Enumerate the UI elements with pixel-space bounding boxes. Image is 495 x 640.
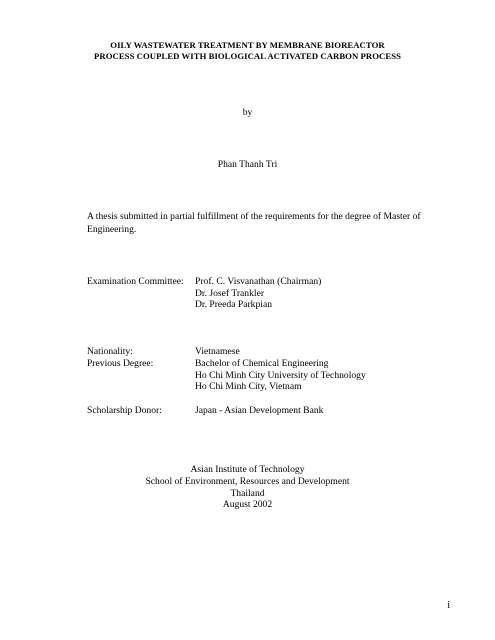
thesis-title-line-1: OILY WASTEWATER TREATMENT BY MEMBRANE BIOREACTOR [110, 40, 385, 50]
thesis-title [40, 40, 455, 62]
committee-member: Dr. Josef Trankler [195, 287, 265, 299]
previous-degree-label: Previous Degree: [87, 358, 154, 369]
school-name: School of Environment, Resources and Development [145, 475, 350, 487]
nationality-text: Vietnamese [195, 346, 240, 357]
thesis-title-line-2: PROCESS COUPLED WITH BIOLOGICAL ACTIVATED CARBON PROCESS [94, 51, 401, 62]
institution-name: Asian Institute of Technology [190, 464, 305, 475]
committee-member: Dr. Preeda Parkpian [195, 299, 272, 311]
submission-date: August 2002 [222, 499, 273, 511]
page-number: i [447, 600, 450, 611]
nationality-label: Nationality: [87, 346, 133, 357]
by-label: by [242, 107, 253, 118]
previous-degree-line: Ho Chi Minh City University of Technology [195, 369, 366, 381]
previous-degree-value [195, 358, 366, 393]
author-name: Phan Thanh Tri [217, 159, 278, 170]
committee-members [195, 276, 321, 311]
degree-statement: A thesis submitted in partial fulfillment of the requirements for the degree of Master of Engineering. [87, 211, 421, 235]
country: Thailand [230, 487, 265, 499]
scholarship-value [195, 405, 323, 417]
scholarship-label: Scholarship Donor: [87, 405, 162, 416]
nationality-value [195, 346, 240, 358]
committee-member: Prof. C. Visvanathan (Chairman) [195, 276, 322, 287]
institution-block [40, 464, 455, 511]
committee-label: Examination Committee: [87, 276, 184, 287]
previous-degree-line: Bachelor of Chemical Engineering [195, 358, 329, 369]
previous-degree-line: Ho Chi Minh City, Vietnam [195, 381, 302, 393]
scholarship-text: Japan - Asian Development Bank [195, 405, 324, 416]
